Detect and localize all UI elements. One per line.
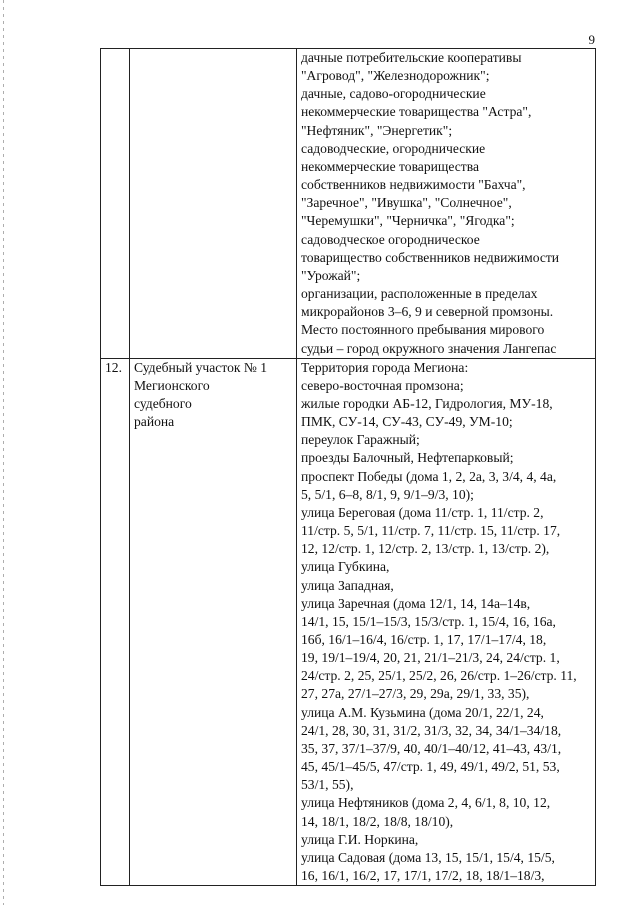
district-name-line: Судебный участок № 1 — [134, 359, 268, 375]
page-number: 9 — [588, 32, 595, 47]
territory-line: 5, 5/1, 6–8, 8/1, 9, 9/1–9/3, 10); — [301, 486, 474, 502]
territory-line: северо-восточная промзона; — [301, 377, 464, 393]
territory-line: 35, 37, 37/1–37/9, 40, 40/1–40/12, 41–43, 43/1, — [301, 740, 562, 756]
territory-line: 24/стр. 2, 25, 25/1, 25/2, 26, 26/стр. 1–26/стр. 11, — [301, 668, 577, 684]
territory-line: переулок Гаражный; — [301, 432, 420, 448]
table-row-12 — [101, 358, 596, 886]
district-name-line: судебного — [134, 395, 192, 411]
territory-line: некоммерческие товарищества "Астра", — [301, 104, 532, 120]
territory-line: 14, 18/1, 18/2, 18/8, 18/10), — [301, 813, 454, 829]
scan-edge-artifact — [3, 0, 4, 905]
territory-line: улица Губкина, — [301, 559, 390, 575]
territory-line: товарищество собственников недвижимости — [301, 249, 560, 265]
territory-line: 27, 27а, 27/1–27/3, 29, 29а, 29/1, 33, 35), — [301, 686, 530, 702]
row-number-cell — [101, 49, 130, 359]
territory-line: улица Г.И. Норкина, — [301, 831, 419, 847]
territory-line: улица Заречная (дома 12/1, 14, 14а–14в, — [301, 595, 531, 611]
territory-line: 16, 16/1, 16/2, 17, 17/1, 17/2, 18, 18/1–18/3, — [301, 868, 545, 884]
territory-line: некоммерческие товарищества — [301, 158, 479, 174]
territory-line: дачные потребительские кооперативы — [301, 50, 522, 65]
territory-cell — [297, 49, 596, 359]
territory-line: жилые городки АБ-12, Гидрология, МУ-18, — [301, 395, 553, 411]
territory-line: микрорайонов 3–6, 9 и северной промзоны. — [301, 304, 554, 320]
territory-line: 19, 19/1–19/4, 20, 21, 21/1–21/3, 24, 24/стр. 1, — [301, 650, 560, 666]
row-number-cell: 12. — [101, 358, 130, 886]
territory-line: 24/1, 28, 30, 31, 31/2, 31/3, 32, 34, 34/1–34/18, — [301, 722, 562, 738]
territory-line: улица Береговая (дома 11/стр. 1, 11/стр. 2, — [301, 504, 544, 520]
district-name-line: Мегионского — [134, 377, 210, 393]
territory-line: организации, расположенные в пределах — [301, 286, 538, 302]
district-name-cell — [130, 49, 297, 359]
territory-line: 12, 12/стр. 1, 12/стр. 2, 13/стр. 1, 13/стр. 2), — [301, 541, 550, 557]
territory-line: ПМК, СУ-14, СУ-43, СУ-49, УМ-10; — [301, 414, 513, 430]
territory-line: улица Западная, — [301, 577, 394, 593]
table-row-continued — [101, 49, 596, 359]
territory-line: проспект Победы (дома 1, 2, 2а, 3, 3/4, 4, 4а, — [301, 468, 557, 484]
territory-line: 11/стр. 5, 5/1, 11/стр. 7, 11/стр. 15, 11/стр. 17, — [301, 523, 561, 539]
territory-line: улица Нефтяников (дома 2, 4, 6/1, 8, 10, 12, — [301, 795, 551, 811]
territory-line: 16б, 16/1–16/4, 16/стр. 1, 17, 17/1–17/4, 18, — [301, 632, 547, 647]
territory-line: садоводческие, огороднические — [301, 140, 486, 156]
territory-line: "Заречное", "Ивушка", "Солнечное", — [301, 195, 512, 211]
territory-line: 14/1, 15, 15/1–15/3, 15/3/стр. 1, 15/4, 16, 16а, — [301, 613, 556, 629]
territory-line: Место постоянного пребывания мирового — [301, 322, 545, 338]
territory-line: "Урожай"; — [301, 267, 361, 283]
territory-line: проезды Балочный, Нефтепарковый; — [301, 450, 514, 466]
district-name-cell — [130, 358, 297, 886]
territory-line: 45, 45/1–45/5, 47/стр. 1, 49, 49/1, 49/2, 51, 53, — [301, 759, 560, 775]
territory-line: "Агровод", "Железнодорожник"; — [301, 68, 490, 84]
territory-line: улица Садовая (дома 13, 15, 15/1, 15/4, 15/5, — [301, 849, 555, 865]
territory-line: улица А.М. Кузьмина (дома 20/1, 22/1, 24, — [301, 704, 544, 720]
territory-line: дачные, садово-огороднические — [301, 86, 486, 102]
territory-line: Территория города Мегиона: — [301, 359, 469, 375]
territory-line: собственников недвижимости "Бахча", — [301, 177, 526, 193]
court-districts-table — [100, 48, 596, 886]
territory-line: "Черемушки", "Черничка", "Ягодка"; — [301, 213, 515, 229]
territory-line: садоводческое огородническое — [301, 231, 480, 247]
territory-cell — [297, 358, 596, 886]
territory-line: "Нефтяник", "Энергетик"; — [301, 122, 453, 138]
territory-line: 53/1, 55), — [301, 777, 354, 793]
territory-line: судьи – город окружного значения Лангепас — [301, 340, 557, 356]
district-name-line: района — [134, 414, 175, 430]
